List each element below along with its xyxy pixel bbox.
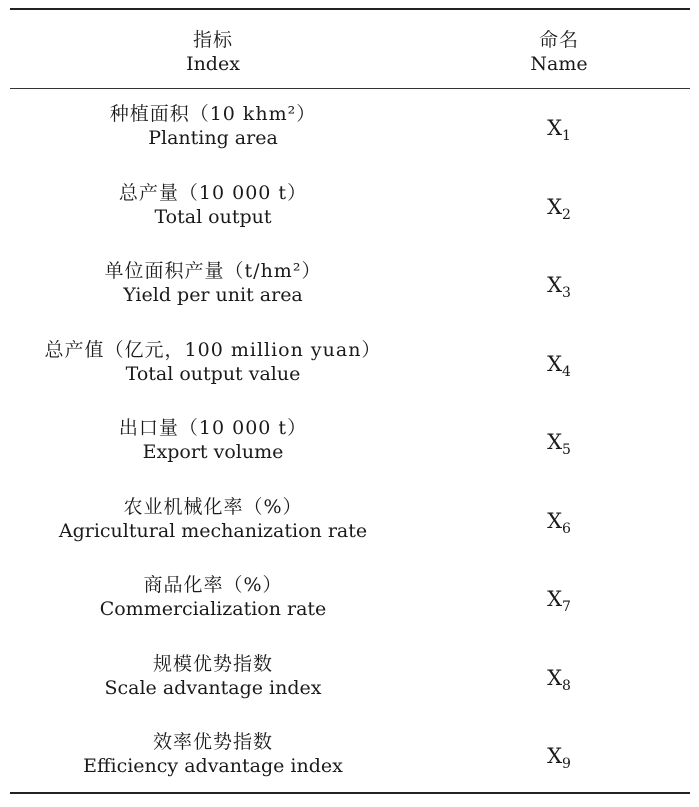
row-code-subscript: 2 xyxy=(562,206,571,223)
row-index-cn: 商品化率（%） xyxy=(143,574,283,596)
table-row xyxy=(10,100,690,179)
table-body xyxy=(10,100,690,807)
row-name-cell xyxy=(446,428,672,464)
table-row xyxy=(10,257,690,336)
row-index-en: Efficiency advantage index xyxy=(83,755,343,777)
row-code-subscript: 7 xyxy=(562,599,571,615)
row-code: X xyxy=(547,508,563,533)
row-code-subscript: 8 xyxy=(562,677,571,694)
row-index-cn: 总产量（10 000 t） xyxy=(118,181,308,204)
row-code-subscript: 3 xyxy=(562,285,571,301)
indicator-table xyxy=(10,8,690,794)
row-index-cell xyxy=(10,730,416,778)
row-code: X xyxy=(547,744,563,768)
table-row xyxy=(10,571,690,650)
table-row xyxy=(10,650,690,729)
table-header-rule xyxy=(10,88,690,89)
header-index xyxy=(10,28,416,76)
row-index-en: Scale advantage index xyxy=(104,676,322,699)
table-bottom-rule xyxy=(10,792,690,794)
row-index-cell xyxy=(10,573,416,621)
header-name-cn: 命名 xyxy=(538,29,579,51)
row-code: X xyxy=(547,430,563,454)
row-code: X xyxy=(547,665,563,690)
row-index-cell xyxy=(10,259,416,307)
row-index-cn: 种植面积（10 khm²） xyxy=(109,103,317,125)
row-index-en: Total output xyxy=(154,205,272,228)
row-index-cn: 农业机械化率（%） xyxy=(123,495,303,518)
row-code: X xyxy=(547,194,563,219)
row-index-en: Agricultural mechanization rate xyxy=(58,519,368,542)
row-index-cell xyxy=(10,181,416,229)
row-index-cn: 规模优势指数 xyxy=(152,652,273,675)
row-name-cell xyxy=(446,742,672,778)
row-code-subscript: 9 xyxy=(562,756,571,772)
table-row xyxy=(10,336,690,415)
row-index-cn: 出口量（10 000 t） xyxy=(118,417,308,439)
row-name-cell xyxy=(446,507,672,543)
row-name-cell xyxy=(446,350,672,386)
table-row xyxy=(10,179,690,258)
header-name xyxy=(446,28,672,76)
row-index-en: Export volume xyxy=(142,441,284,463)
row-index-cell xyxy=(10,102,416,150)
row-index-cn: 总产值（亿元，100 million yuan） xyxy=(44,338,382,361)
row-code: X xyxy=(547,116,563,140)
header-index-cn: 指标 xyxy=(192,29,233,51)
row-index-cell xyxy=(10,495,416,543)
row-name-cell xyxy=(446,193,672,229)
row-code: X xyxy=(547,587,563,611)
table-row xyxy=(10,414,690,493)
row-code-subscript: 6 xyxy=(562,520,571,537)
row-name-cell xyxy=(446,271,672,307)
row-code-subscript: 1 xyxy=(562,128,571,144)
row-index-cn: 单位面积产量（t/hm²） xyxy=(104,260,322,282)
header-name-en: Name xyxy=(530,53,588,75)
row-index-en: Commercialization rate xyxy=(99,598,327,620)
row-name-cell xyxy=(446,114,672,150)
row-index-cell xyxy=(10,416,416,464)
row-index-cn: 效率优势指数 xyxy=(152,731,273,753)
row-index-cell xyxy=(10,338,416,386)
row-name-cell xyxy=(446,664,672,700)
row-index-en: Total output value xyxy=(125,362,301,385)
row-code-subscript: 4 xyxy=(562,363,571,380)
header-index-en: Index xyxy=(186,53,240,75)
row-index-en: Yield per unit area xyxy=(123,284,303,306)
row-code-subscript: 5 xyxy=(562,442,571,458)
table-row xyxy=(10,493,690,572)
table-header xyxy=(10,10,690,88)
row-code: X xyxy=(547,273,563,297)
row-code: X xyxy=(547,351,563,376)
row-index-en: Planting area xyxy=(148,127,278,149)
row-index-cell xyxy=(10,652,416,700)
row-name-cell xyxy=(446,585,672,621)
